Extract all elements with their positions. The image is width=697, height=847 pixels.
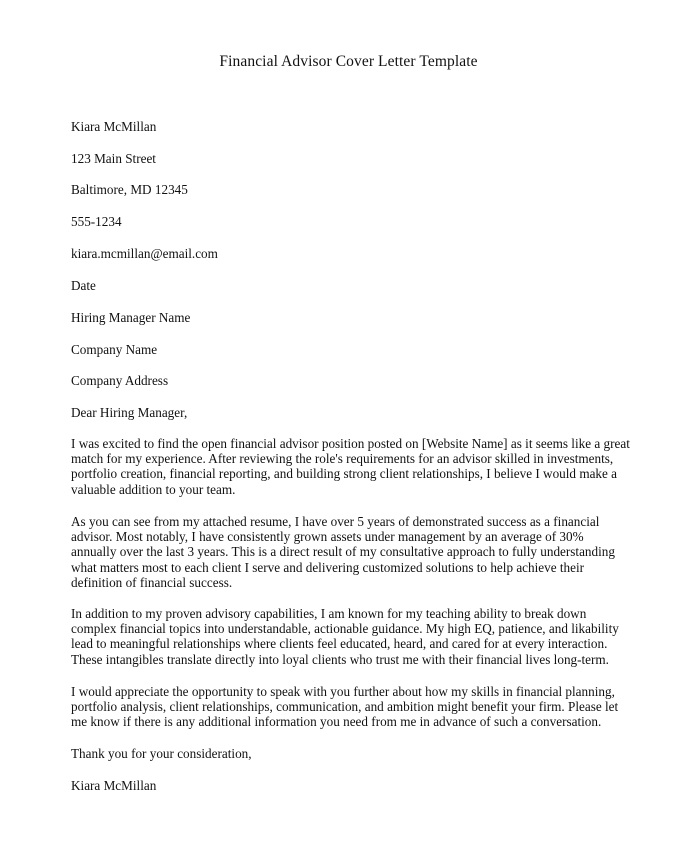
paragraph-line: definition of financial success. bbox=[71, 574, 233, 590]
sender-name: Kiara McMillan bbox=[71, 119, 157, 134]
paragraph-line: match for my experience. After reviewing the role's requirements for an advisor skilled in investments, bbox=[71, 451, 614, 467]
paragraph-line: what matters most to each client I serve and delivering customized solutions to help achieve their bbox=[71, 559, 585, 575]
recipient-company: Company Name bbox=[71, 342, 158, 357]
body-paragraph-3 bbox=[71, 606, 631, 667]
paragraph-line: annually over the last 3 years. This is a direct result of my consultative approach to fully understanding bbox=[71, 544, 615, 560]
paragraph-line: advisor. Most notably, I have consistently grown assets under management by an average of 30% bbox=[71, 529, 584, 545]
paragraph-line: portfolio creation, financial reporting, and building strong client relationships, I believe I would make a bbox=[71, 466, 618, 482]
paragraph-line: me know if there is any additional information you need from me in advance of such a conversation. bbox=[71, 714, 602, 730]
paragraph-line: complex financial topics into understandable, actionable guidance. My high EQ, patience, and likability bbox=[71, 621, 619, 637]
paragraph-line: As you can see from my attached resume, I have over 5 years of demonstrated success as a financial bbox=[71, 514, 600, 529]
body-paragraph-1 bbox=[71, 436, 631, 497]
salutation: Dear Hiring Manager, bbox=[71, 405, 188, 420]
paragraph-line: valuable addition to your team. bbox=[71, 481, 236, 497]
paragraph-line: I was excited to find the open financial advisor position posted on [Website Name] as it seems like a great bbox=[71, 436, 630, 451]
paragraph-line: portfolio analysis, client relationships, communication, and ambition might benefit your firm. Please let bbox=[71, 699, 619, 715]
paragraph-line: These intangibles translate directly into loyal clients who trust me with their financial lives long-term. bbox=[71, 651, 609, 667]
sender-street: 123 Main Street bbox=[71, 151, 156, 166]
document-title: Financial Advisor Cover Letter Template bbox=[219, 53, 478, 70]
body-paragraph-4 bbox=[71, 684, 631, 730]
paragraph-line: In addition to my proven advisory capabilities, I am known for my teaching ability to break down bbox=[71, 606, 587, 621]
sender-city-state-zip: Baltimore, MD 12345 bbox=[71, 182, 188, 197]
paragraph-line: I would appreciate the opportunity to speak with you further about how my skills in financial planning, bbox=[71, 684, 615, 699]
sender-phone: 555-1234 bbox=[71, 214, 122, 229]
closing: Thank you for your consideration, bbox=[71, 746, 252, 761]
sender-email: kiara.mcmillan@email.com bbox=[71, 246, 218, 261]
body-paragraph-2 bbox=[71, 514, 631, 590]
signature-name: Kiara McMillan bbox=[71, 778, 157, 793]
letter-date: Date bbox=[71, 278, 96, 293]
paragraph-line: lead to meaningful relationships where clients feel educated, heard, and cared for at every interaction. bbox=[71, 636, 608, 652]
recipient-address: Company Address bbox=[71, 373, 169, 388]
recipient-name: Hiring Manager Name bbox=[71, 310, 191, 325]
